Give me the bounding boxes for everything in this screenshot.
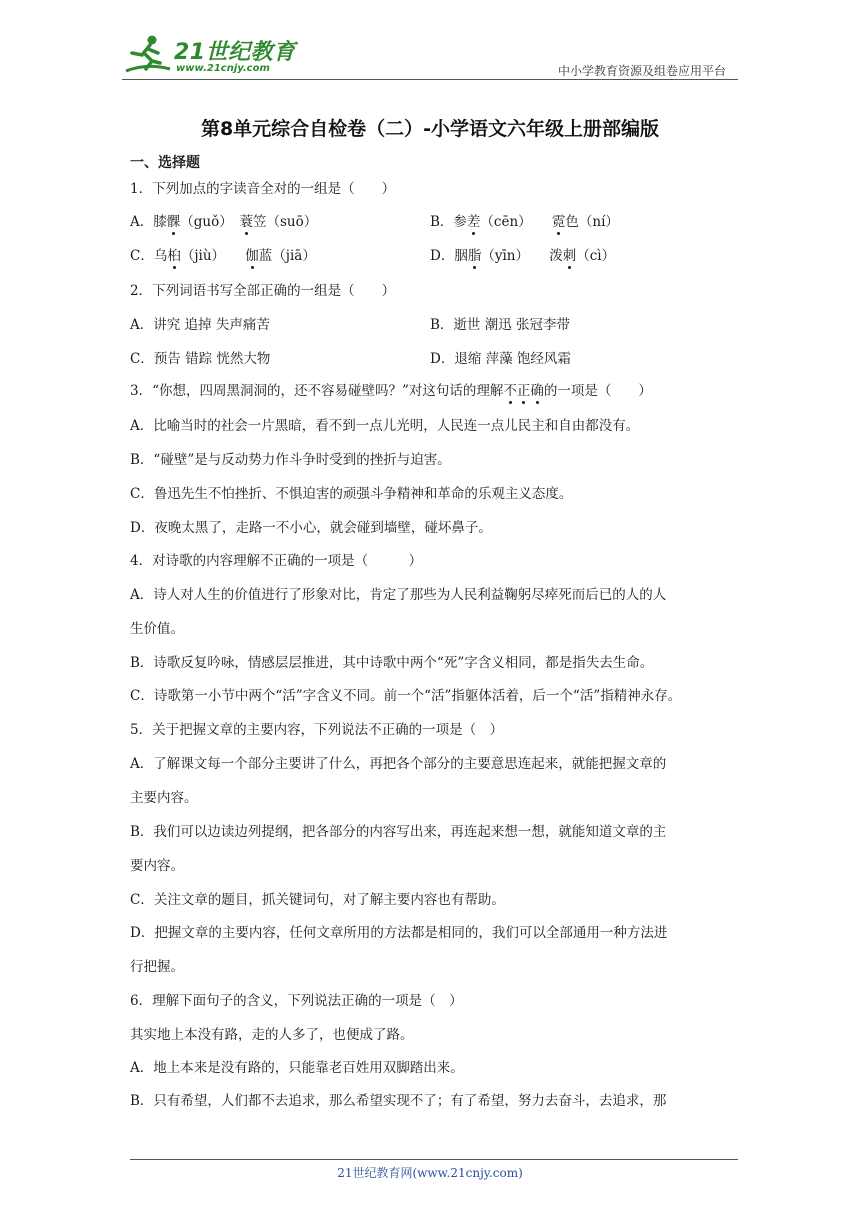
q6-option-a: A．地上本来是没有路的，只能靠老百姓用双脚踏出来。 xyxy=(130,1060,464,1076)
logo-brand-text: 21世纪教育 xyxy=(174,40,296,65)
q5-option-a-line2: 主要内容。 xyxy=(130,790,198,806)
q3-option-b: B．“碰壁”是与反动势力作斗争时受到的挫折与迫害。 xyxy=(130,452,451,468)
q4-stem: 4．对诗歌的内容理解不正确的一项是（ ） xyxy=(130,553,423,569)
footer-source: 21世纪教育网(www.21cnjy.com) xyxy=(337,1166,523,1180)
q2-option-b: B．逝世 潮迅 张冠李带 xyxy=(430,317,571,333)
q5-option-a-line1: A．了解课文每一个部分主要讲了什么，再把各个部分的主要意思连起来，就能把握文章的 xyxy=(130,756,667,772)
q5-option-d-line1: D．把握文章的主要内容，任何文章所用的方法都是相同的，我们可以全部通用一种方法进 xyxy=(130,925,668,941)
q5-option-b-line2: 要内容。 xyxy=(130,858,184,874)
q3-option-c: C．鲁迅先生不怕挫折、不惧迫害的顽强斗争精神和革命的乐观主义态度。 xyxy=(130,486,573,502)
page-title: 第8单元综合自检卷（二）-小学语文六年级上册部编版 xyxy=(200,118,660,140)
q6-stem: 6．理解下面句子的含义，下列说法正确的一项是（ ） xyxy=(130,993,463,1009)
q4-option-b: B．诗歌反复吟咏，情感层层推进，其中诗歌中两个“死”字含义相同，都是指失去生命。 xyxy=(130,655,654,671)
q3-option-a: A．比喻当时的社会一片黑暗，看不到一点儿光明，人民连一点儿民主和自由都没有。 xyxy=(130,418,640,434)
q5-option-c: C．关注文章的题目，抓关键词句，对了解主要内容也有帮助。 xyxy=(130,892,505,908)
q2-stem: 2．下列词语书写全部正确的一组是（ ） xyxy=(130,283,396,299)
q4-option-c: C．诗歌第一小节中两个“活”字含义不同。前一个“活”指躯体活着，后一个“活”指精神永存。 xyxy=(130,688,682,704)
q1-option-b: B．参差（cēn） 霓色（ní） xyxy=(430,214,619,230)
q4-option-a-line2: 生价值。 xyxy=(130,621,184,637)
q6-option-b: B．只有希望，人们都不去追求，那么希望实现不了；有了希望，努力去奋斗，去追求，那 xyxy=(130,1093,667,1109)
q1-option-d: D．胭脂（yīn） 泼刺（cì） xyxy=(430,248,616,264)
q3-stem: 3．“你想，四周黑洞洞的，还不容易碰壁吗？”对这句话的理解不正确的一项是（ ） xyxy=(130,383,652,399)
q5-option-d-line2: 行把握。 xyxy=(130,959,184,975)
q5-stem: 5．关于把握文章的主要内容，下列说法不正确的一项是（ ） xyxy=(130,722,504,738)
runner-logo-icon xyxy=(122,33,172,77)
header-platform-text: 中小学教育资源及组卷应用平台 xyxy=(557,64,726,78)
q1-option-c: C．乌桕（jiù） 伽蓝（jiā） xyxy=(130,248,316,264)
q2-option-a: A．讲究 追掉 失声痛苦 xyxy=(130,317,270,333)
q1-stem: 1．下列加点的字读音全对的一组是（ ） xyxy=(130,181,396,197)
header-divider xyxy=(122,79,738,80)
q5-option-b-line1: B．我们可以边读边列提纲，把各部分的内容写出来，再连起来想一想，就能知道文章的主 xyxy=(130,824,667,840)
section-heading: 一、选择题 xyxy=(130,155,200,171)
logo-url-text: www.21cnjy.com xyxy=(176,63,270,74)
q2-option-d: D．退缩 萍藻 饱经风霜 xyxy=(430,351,571,367)
q1-option-a: A．膝髁（guǒ） 蓑笠（suō） xyxy=(130,214,318,230)
q2-option-c: C．预告 错踪 恍然大物 xyxy=(130,351,271,367)
q6-quote: 其实地上本没有路，走的人多了，也便成了路。 xyxy=(130,1027,414,1043)
site-logo xyxy=(122,33,296,79)
q3-option-d: D．夜晚太黑了，走路一不小心，就会碰到墙壁，碰坏鼻子。 xyxy=(130,520,492,536)
q4-option-a-line1: A．诗人对人生的价值进行了形象对比，肯定了那些为人民利益鞠躬尽瘁死而后已的人的人 xyxy=(130,587,667,603)
footer-divider xyxy=(130,1159,738,1160)
